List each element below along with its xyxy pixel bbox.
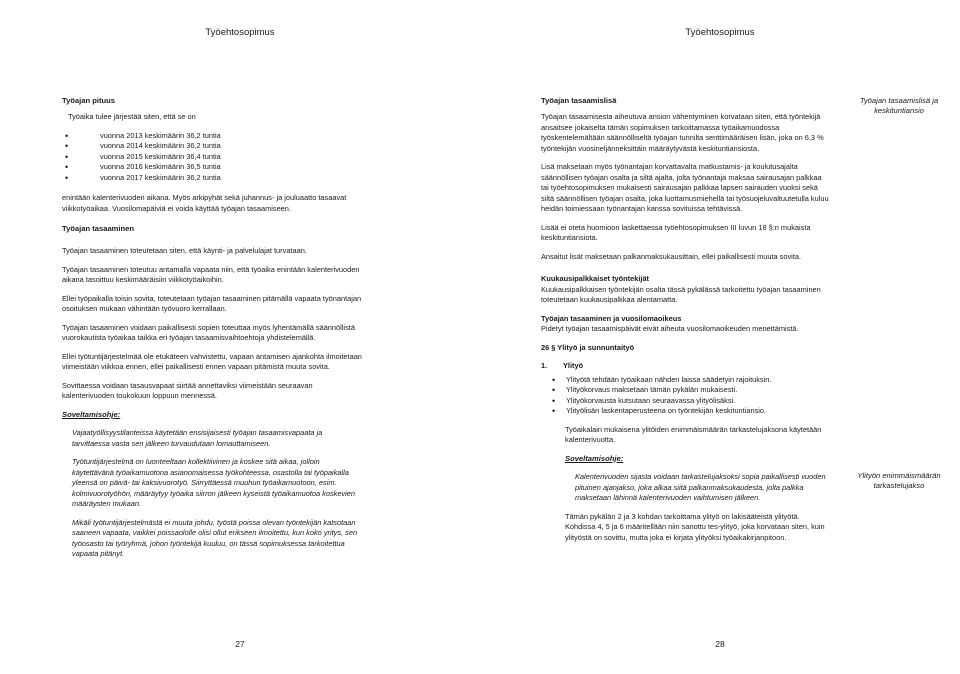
paragraph: Työajan tasaamisesta aiheutuva ansion vähentyminen korvataan siten, että työntekijä ansaitsee jokaiselta tämän sopimuksen tarkoittamassa työaikamuodossa työskentelemältään säännölliseltä työajan tunnilta senttimääräisen lisän, joka on 6,3 % työntekijän vuosineljänneksittäin määräytyvästä keskituntiansiosta.	[541, 112, 824, 153]
list-item: • Ylityötä tehdään työaikaan nähden laissa säädetyin rajoituksin.	[541, 375, 831, 386]
running-head-left: Työehtosopimus	[205, 27, 275, 38]
application-note: Vajaatyöllisyystilanteissa käytetään ensisijaisesti työajan tasaamisvapaata ja tarvittaessa vasta sen jälkeen turvaudutaan lomauttamiseen.	[72, 428, 323, 448]
list-item: • vuonna 2016 keskimäärin 36,5 tuntia	[62, 162, 362, 173]
overtime-item-heading	[541, 361, 831, 372]
application-note: Mikäli työtuntijärjestelmästä ei muuta johdu, työstä poissa olevan työntekijän katsotaan saaneen vapaata, vaikkei poissaololle olisi ollut erikseen ilmoitettu, kun koko yritys, sen työosasto tai työryhmä, johon työntekijä kuuluu, on tässä sopimuksessa tarkoitettua vapaata pitänyt.	[72, 517, 358, 559]
equalization-heading: Työajan tasaaminen	[62, 224, 135, 234]
paragraph: Työajan tasaaminen toteutetaan siten, että käynti- ja palvelulajat turvataan.	[62, 246, 307, 256]
monthly-heading: Kuukausipalkkaiset työntekijät	[541, 274, 650, 283]
application-note: Työtuntijärjestelmä on luonteeltaan kollektiivinen ja koskee sitä aikaa, jolloin käytettävänä työaikamuotona asianomaisessa työkohteessa, osastolla tai työpaikalla yleensä on päivä- tai kaksivuorotyö. Siirryttäessä muuhun työaikamuotoon, esim. kolmivuorotyöhön, määräytyy työaika siirron jälkeen kyseistä työaikamuotoa koskevien määräysten mukaan.	[72, 457, 356, 509]
item-number: 1.	[541, 361, 548, 370]
paragraph: Lisä maksetaan myös työnantajan korvattavalta matkustamis- ja koulutusajalta säännöllisen työajan osalta ja siltä ajalta, jolta työnantaja maksaa sairausajan palkkaa tai työehtosopimuksen mukaisesti sairausajan palkkaa lapsen sairauden vuoksi sekä siltä säännöllisen työajan osalta, joka luottamusmiehellä tai työsuojeluvaltuutetulla kuluu heidän toimiessaan työnantajan kanssa sovituissa tehtävissä.	[541, 162, 829, 213]
working-time-list	[62, 131, 362, 184]
application-heading-right: Soveltamisohje:	[565, 453, 624, 463]
item-title: Ylityö	[563, 361, 584, 370]
vacation-text: Pidetyt työajan tasaamispäivät eivät aiheuta vuosilomaoikeuden menettämistä.	[541, 324, 799, 333]
paragraph: Työajan tasaaminen toteutuu antamalla vapaata niin, että työaika enintään kalenterivuoden aikana tasoittuu keskimääräisiin viikkotyöaikoihin.	[62, 264, 360, 285]
list-item: • Ylityökorvausta kutsutaan seuraavassa ylityölisäksi.	[541, 396, 831, 407]
supplement-heading: Työajan tasaamislisä	[541, 96, 617, 105]
left-column	[62, 96, 362, 568]
closing-text: Tämän pykälän 2 ja 3 kohdan tarkoittama ylityö on lakisääteistä ylityötä. Kohdissa 4, 5 ja 6 määritellään niin sanottu tes-ylityö, joka korvataan siten, kuin ylityöstä on sovittu, mutta joka ei kirjata ylityöksi työaikakirjanpitoon.	[565, 511, 825, 542]
list-item: • vuonna 2017 keskimäärin 36,2 tuntia	[62, 173, 362, 184]
running-head-right: Työehtosopimus	[685, 27, 755, 38]
list-item: • vuonna 2015 keskimäärin 36,4 tuntia	[62, 152, 362, 163]
list-item: • vuonna 2013 keskimäärin 36,2 tuntia	[62, 131, 362, 142]
paragraph: Lisää ei oteta huomioon laskettaessa työehtosopimuksen III luvun 18 §:n mukaista keskituntiansiota.	[541, 222, 811, 242]
application-note-right: Kalenterivuoden sijasta voidaan tarkastelujaksoksi sopia paikallisesti vuoden pituinen ajanjakso, joka alkaa siitä palkanmaksukaudesta, jolta palkka maksetaan lähinnä kalenterivuoden vaihtumisen jälkeen.	[575, 472, 826, 502]
working-time-after: enintään kalenterivuoden aikana. Myös arkipyhät sekä juhannus- ja jouluaatto tasaavat viikkotyöaikaa. Vuosilomapäiviä ei voida käyttää työajan tasaamiseen.	[62, 193, 347, 213]
margin-note-supplement: Työajan tasaamislisä ja keskituntiansio	[859, 96, 939, 115]
right-column	[541, 96, 831, 551]
monthly-text: Kuukausipalkkaisen työntekijän osalta tässä pykälässä tarkoitettu työajan tasaaminen toteutetaan kuukausipalkkaa alentamatta.	[541, 284, 821, 304]
period-text: Työaikalain mukaisena ylitöiden enimmäismäärän tarkastelujaksona käytetään kalenterivuotta.	[565, 424, 822, 444]
working-time-intro: Työaika tulee järjestää siten, että se on	[68, 112, 196, 121]
paragraph: Ellei työtuntijärjestelmää ole etukäteen vahvistettu, vapaan antamisen ajankohta ilmoitetaan viimeistään viikkoa ennen, ellei paikallisesti ennen vapaan pitämistä muuta sovita.	[62, 351, 362, 372]
list-item: • Ylityökorvaus maksetaan tämän pykälän mukaisesti.	[541, 385, 831, 396]
vacation-heading: Työajan tasaaminen ja vuosilomaoikeus	[541, 313, 682, 323]
page-number-left: 27	[235, 639, 245, 649]
paragraph: Työajan tasaaminen voidaan paikallisesti sopien toteuttaa myös lyhentämällä säännöllistä vuorokautista työaikaa taikka eri työajan tasaamisvaihtoehtoja yhdistelemällä.	[62, 322, 355, 343]
list-item: • Ylityölisän laskentaperusteena on työntekijän keskituntiansio.	[541, 406, 831, 417]
paragraph: Ansaitut lisät maksetaan palkanmaksukausittain, ellei paikallisesti muuta sovita.	[541, 251, 802, 261]
paragraph: Ellei työpaikalla toisin sovita, toteutetaan työajan tasaaminen pitämällä vapaata työnantajan osoituksen mukaan vähintään työvuoro kerrallaan.	[62, 293, 362, 314]
list-item: • vuonna 2014 keskimäärin 36,2 tuntia	[62, 141, 362, 152]
paragraph: Sovittaessa voidaan tasausvapaat siirtää annettaviksi viimeistään seuraavan kalenterivuoden toukokuun loppuun mennessä.	[62, 380, 313, 401]
application-heading: Soveltamisohje:	[62, 409, 121, 419]
overtime-bullets	[541, 375, 831, 417]
page-number-right: 28	[715, 639, 725, 649]
margin-note-overtime-period: Ylityön enimmäismäärän tarkastelujakso	[857, 471, 941, 490]
working-time-heading: Työajan pituus	[62, 96, 116, 105]
section-heading: 26 § Ylityö ja sunnuntaityö	[541, 342, 635, 352]
